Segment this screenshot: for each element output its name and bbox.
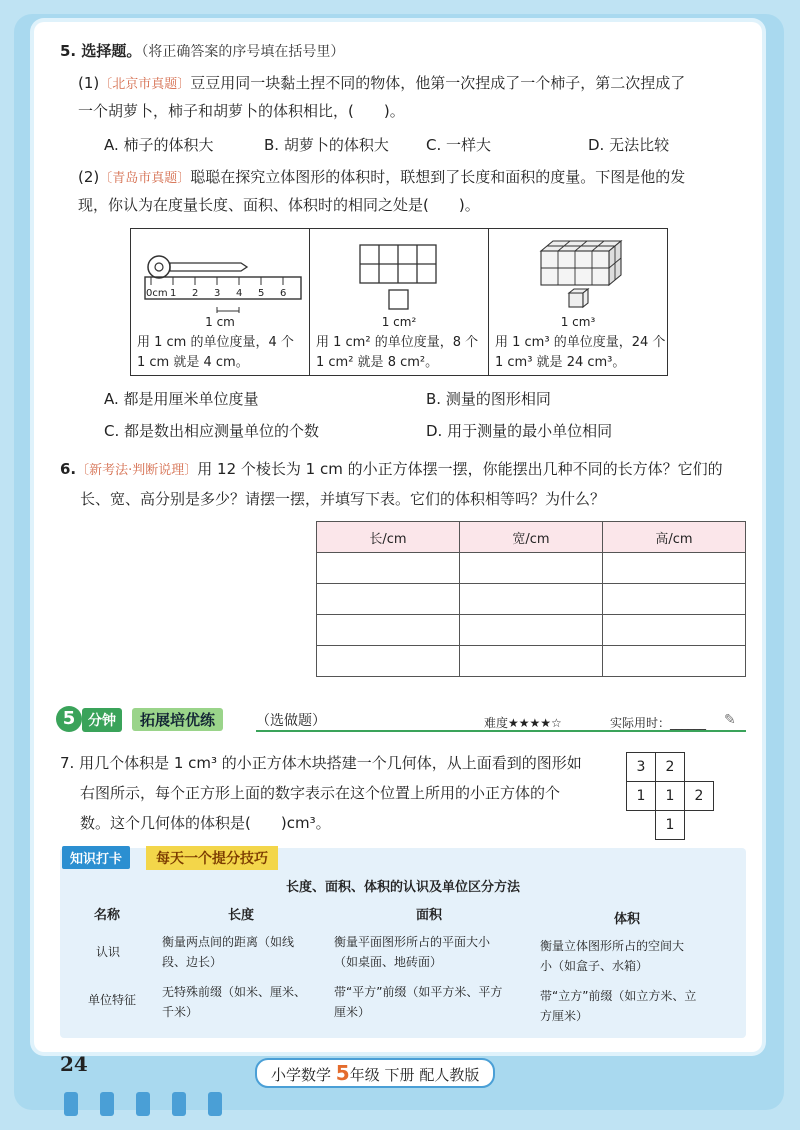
recognition-area-2: （如桌面、地砖面） — [334, 955, 443, 969]
grid-empty — [627, 811, 656, 840]
length-caption-2: 1 cm 就是 4 cm。 — [137, 355, 249, 370]
page-number: 24 — [60, 1052, 88, 1076]
table-row — [317, 615, 746, 646]
answer-cell[interactable] — [317, 584, 460, 615]
ruler-label-3: 3 — [214, 288, 221, 299]
answer-cell[interactable] — [603, 615, 746, 646]
answer-cell[interactable] — [603, 646, 746, 677]
row-unit-area — [334, 982, 502, 1022]
footer-subject: 小学数学 — [271, 1066, 332, 1084]
q7-line1: 7. 用几个体积是 1 cm³ 的小正方体木块搭建一个几何体，从上面看到的图形如 — [60, 754, 582, 772]
row-recognition-label: 认识 — [96, 945, 121, 959]
recognition-volume-1: 衡量立体图形所占的空间大 — [540, 939, 685, 953]
length-figure — [131, 229, 310, 375]
answer-cell[interactable] — [460, 615, 603, 646]
grid-cell: 2 — [685, 782, 714, 811]
footer-banner — [255, 1058, 495, 1088]
length-unit-label: 1 cm — [205, 315, 235, 329]
footer-edition: 配人教版 — [419, 1066, 480, 1084]
q7-line3: 数。这个几何体的体积是( )cm³。 — [80, 814, 331, 832]
q5-1-text: 豆豆用同一块黏土捏不同的物体，他第一次捏成了一个柿子，第二次捏成了 — [190, 74, 686, 92]
unit-length-2: 千米） — [162, 1005, 199, 1019]
q5-1-line2: 一个胡萝卜，柿子和胡萝卜的体积相比，( )。 — [78, 102, 405, 120]
grid-cell: 1 — [656, 782, 685, 811]
q5-1-line1 — [78, 72, 685, 96]
q5-2-line2: 现，你认为在度量长度、面积、体积时的相同之处是( )。 — [78, 196, 480, 214]
q6-header-height: 高/cm — [603, 522, 746, 553]
row-unit-volume — [540, 986, 696, 1026]
q5-2-opt-b: B. 测量的图形相同 — [426, 390, 551, 408]
knowledge-tag: 知识打卡 — [62, 846, 130, 869]
q6-answer-table — [316, 521, 746, 677]
grid-cell: 3 — [627, 753, 656, 782]
knowledge-header-area: 面积 — [416, 908, 443, 923]
q7-line2: 右图所示，每个正方形上面的数字表示在这个位置上所用的小正方体的个 — [80, 784, 561, 802]
volume-caption — [495, 333, 665, 373]
q6-header-width: 宽/cm — [460, 522, 603, 553]
q5-2-text: 聪聪在探究立体图形的体积时，联想到了长度和面积的度量。下图是他的发 — [190, 168, 686, 186]
grid-empty — [685, 753, 714, 782]
area-figure — [310, 229, 489, 375]
unit-volume-2: 方厘米） — [540, 1009, 589, 1023]
q5-2-opt-d: D. 用于测量的最小单位相同 — [426, 422, 613, 440]
ruler-label-0: 0cm — [146, 288, 168, 299]
answer-cell[interactable] — [317, 615, 460, 646]
q5-header — [60, 40, 344, 63]
grid-cell: 1 — [627, 782, 656, 811]
ruler-label-6: 6 — [280, 288, 287, 299]
unit-area-1: 带“平方”前缀（如平方米、平方 — [334, 985, 503, 999]
grid-cell: 1 — [656, 811, 685, 840]
q6-tag: 〔新考法·判断说理〕 — [76, 463, 198, 478]
unit-length-1: 无特殊前缀（如米、厘米、 — [162, 985, 307, 999]
q5-1-opt-c: C. 一样大 — [426, 136, 492, 154]
answer-cell[interactable] — [317, 646, 460, 677]
volume-figure — [489, 229, 667, 375]
area-caption-2: 1 cm² 就是 8 cm²。 — [316, 355, 439, 370]
ruler-label-5: 5 — [258, 288, 265, 299]
q6-line2: 长、宽、高分别是多少？请摆一摆，并填写下表。它们的体积相等吗？为什么？ — [80, 490, 606, 508]
length-caption — [137, 333, 294, 373]
recognition-volume-2: 小（如盒子、水箱） — [540, 959, 649, 973]
q5-1-tag: 〔北京市真题〕 — [99, 77, 191, 92]
top-view-grid — [626, 752, 714, 840]
answer-cell[interactable] — [460, 553, 603, 584]
row-recognition-volume — [540, 936, 684, 976]
knowledge-subtag: 每天一个提分技巧 — [146, 846, 278, 870]
q5-2-tag: 〔青岛市真题〕 — [99, 171, 191, 186]
volume-cubes-icon — [489, 229, 669, 317]
unit-volume-1: 带“立方”前缀（如立方米、立 — [540, 989, 697, 1003]
grid-cell: 2 — [656, 753, 685, 782]
recognition-area-1: 衡量平面图形所占的平面大小 — [334, 935, 491, 949]
footer-stripes-decoration — [60, 1088, 320, 1118]
area-unit-label: 1 cm² — [381, 315, 417, 329]
knowledge-header-volume: 体积 — [614, 912, 641, 927]
difficulty-rating: 难度★★★★☆ — [484, 716, 562, 730]
answer-cell[interactable] — [603, 584, 746, 615]
q6-header-length: 长/cm — [317, 522, 460, 553]
unit-area-2: 厘米） — [334, 1005, 371, 1019]
q5-2-line1 — [78, 166, 685, 190]
table-row — [317, 584, 746, 615]
knowledge-title: 长度、面积、体积的认识及单位区分方法 — [285, 880, 520, 895]
answer-cell[interactable] — [603, 553, 746, 584]
ruler-label-2: 2 — [192, 288, 199, 299]
ruler-label-4: 4 — [236, 288, 243, 299]
section-title: 拓展培优练 — [132, 708, 223, 731]
grid-empty — [685, 811, 714, 840]
footer-grade-number: 5 — [335, 1061, 350, 1085]
row-recognition-length — [162, 932, 294, 972]
volume-unit-label: 1 cm³ — [560, 315, 596, 329]
knowledge-header-length: 长度 — [228, 908, 255, 923]
q6-line1 — [60, 458, 723, 482]
length-caption-1: 用 1 cm 的单位度量，4 个 — [137, 335, 294, 350]
q5-1-num: (1) — [78, 74, 100, 92]
knowledge-header-name: 名称 — [94, 908, 121, 923]
q5-1-opt-b: B. 胡萝卜的体积大 — [264, 136, 389, 154]
q5-2-num: (2) — [78, 168, 100, 186]
q5-2-opt-a: A. 都是用厘米单位度量 — [104, 390, 259, 408]
footer-term: 下册 — [384, 1066, 415, 1084]
recognition-length-2: 段、边长） — [162, 955, 223, 969]
q6-num: 6. — [60, 460, 77, 478]
time-used-label: 实际用时：______ — [610, 716, 707, 730]
recognition-length-1: 衡量两点间的距离（如线 — [162, 935, 295, 949]
area-caption — [316, 333, 478, 373]
row-recognition-area — [334, 932, 490, 972]
row-unit-length — [162, 982, 306, 1022]
area-caption-1: 用 1 cm² 的单位度量，8 个 — [316, 335, 479, 350]
q5-hint: （将正确答案的序号填在括号里） — [141, 44, 345, 60]
answer-cell[interactable] — [317, 553, 460, 584]
q5-1-opt-d: D. 无法比较 — [588, 136, 670, 154]
table-row — [317, 553, 746, 584]
area-grid-icon — [310, 229, 486, 317]
q5-1-opt-a: A. 柿子的体积大 — [104, 136, 214, 154]
table-row — [317, 646, 746, 677]
q5-2-opt-c: C. 都是数出相应测量单位的个数 — [104, 422, 320, 440]
section-number: 5 — [56, 706, 82, 732]
footer-grade: 年级 — [349, 1066, 380, 1084]
measure-figure-table — [130, 228, 668, 376]
section-minutes: 分钟 — [82, 708, 122, 732]
volume-caption-1: 用 1 cm³ 的单位度量，24 个 — [495, 335, 666, 350]
q5-title: 5. 选择题。 — [60, 42, 142, 60]
section-optional: （选做题） — [256, 713, 326, 729]
q6-text: 用 12 个棱长为 1 cm 的小正方体摆一摆，你能摆出几种不同的长方体？它们的 — [197, 460, 723, 478]
pencil-icon: ✎ — [724, 712, 736, 728]
ruler-label-1: 1 — [170, 288, 177, 299]
answer-cell[interactable] — [460, 584, 603, 615]
ruler-key-icon — [131, 229, 309, 319]
row-unit-label: 单位特征 — [88, 993, 137, 1007]
answer-cell[interactable] — [460, 646, 603, 677]
volume-caption-2: 1 cm³ 就是 24 cm³。 — [495, 355, 626, 370]
